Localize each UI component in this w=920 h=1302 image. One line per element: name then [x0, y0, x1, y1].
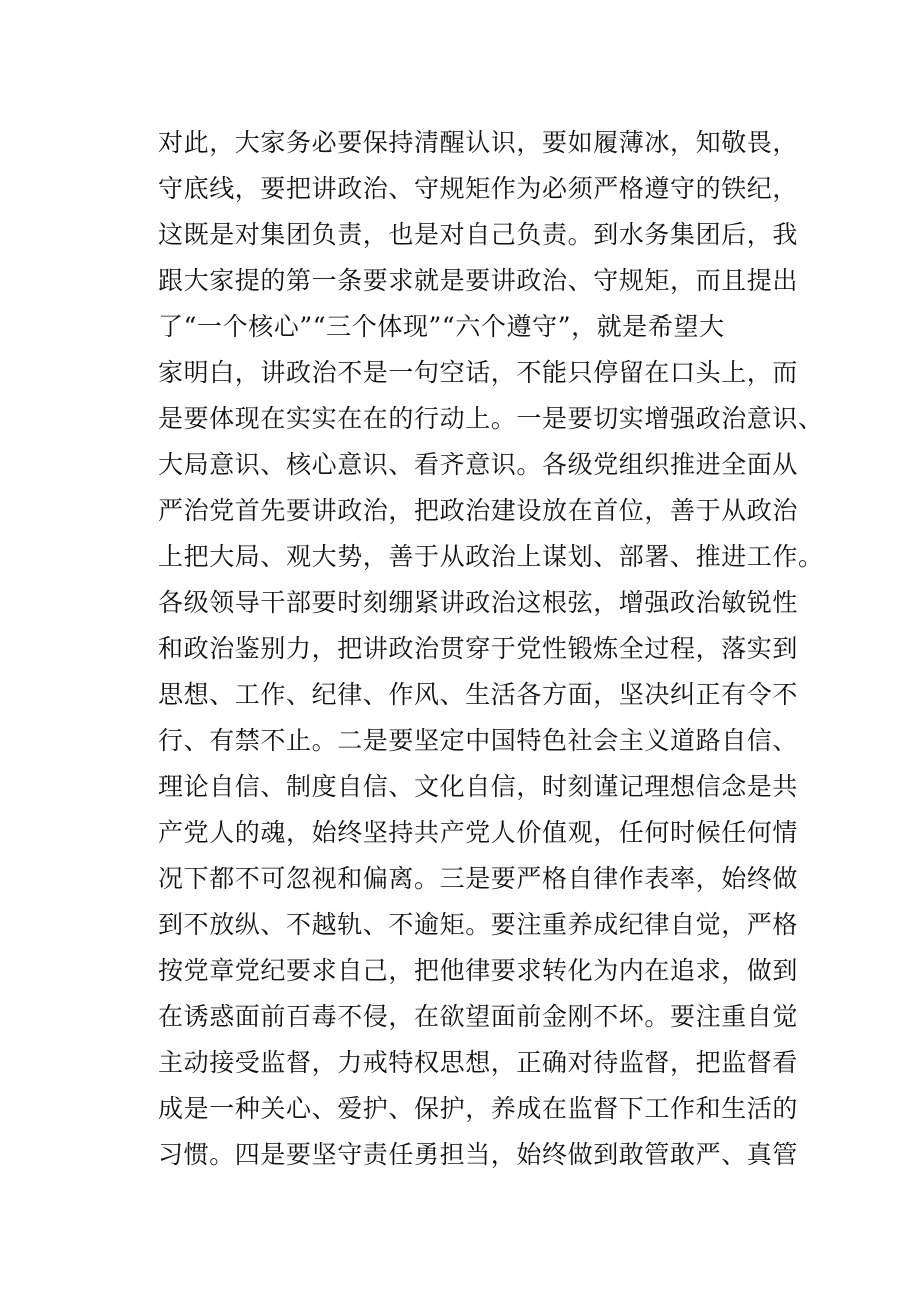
text-line: 况下都不可忽视和偏离。三是要严格自律作表率，始终做	[158, 864, 799, 893]
text-line: 和政治鉴别力，把讲政治贯穿于党性锻炼全过程，落实到	[158, 634, 799, 663]
text-line: 这既是对集团负责，也是对自己负责。到水务集团后，我	[158, 220, 799, 249]
text-line: 跟大家提的第一条要求就是要讲政治、守规矩，而且提出	[158, 266, 799, 295]
body-text	[158, 120, 838, 1178]
text-line: 大局意识、核心意识、看齐意识。各级党组织推进全面从	[158, 450, 799, 479]
text-line: 严治党首先要讲政治，把政治建设放在首位，善于从政治	[158, 496, 799, 525]
text-line: 在诱惑面前百毒不侵，在欲望面前金刚不坏。要注重自觉	[158, 1002, 799, 1031]
text-line: 习惯。四是要坚守责任勇担当，始终做到敢管敢严、真管	[158, 1140, 799, 1169]
text-line: 各级领导干部要时刻绷紧讲政治这根弦，增强政治敏锐性	[158, 588, 799, 617]
text-line: 主动接受监督，力戒特权思想，正确对待监督，把监督看	[158, 1048, 799, 1077]
text-line: 思想、工作、纪律、作风、生活各方面，坚决纠正有令不	[158, 680, 799, 709]
text-line: 上把大局、观大势，善于从政治上谋划、部署、推进工作。	[158, 542, 824, 571]
text-line: 守底线，要把讲政治、守规矩作为必须严格遵守的铁纪，	[158, 174, 799, 203]
text-line: 产党人的魂，始终坚持共产党人价值观，任何时候任何情	[158, 818, 799, 847]
text-line: 家明白，讲政治不是一句空话，不能只停留在口头上，而	[158, 358, 799, 387]
text-line: 行、有禁不止。二是要坚定中国特色社会主义道路自信、	[158, 726, 799, 755]
text-line: 对此，大家务必要保持清醒认识，要如履薄冰，知敬畏，	[158, 128, 799, 157]
text-line: 是要体现在实实在在的行动上。一是要切实增强政治意识、	[158, 404, 824, 433]
text-line: 成是一种关心、爱护、保护，养成在监督下工作和生活的	[158, 1094, 799, 1123]
text-line: 理论自信、制度自信、文化自信，时刻谨记理想信念是共	[158, 772, 799, 801]
text-line: 了“一个核心”“三个体现”“六个遵守”，就是希望大	[158, 312, 725, 341]
text-line: 到不放纵、不越轨、不逾矩。要注重养成纪律自觉，严格	[158, 910, 799, 939]
text-line: 按党章党纪要求自己，把他律要求转化为内在追求，做到	[158, 956, 799, 985]
